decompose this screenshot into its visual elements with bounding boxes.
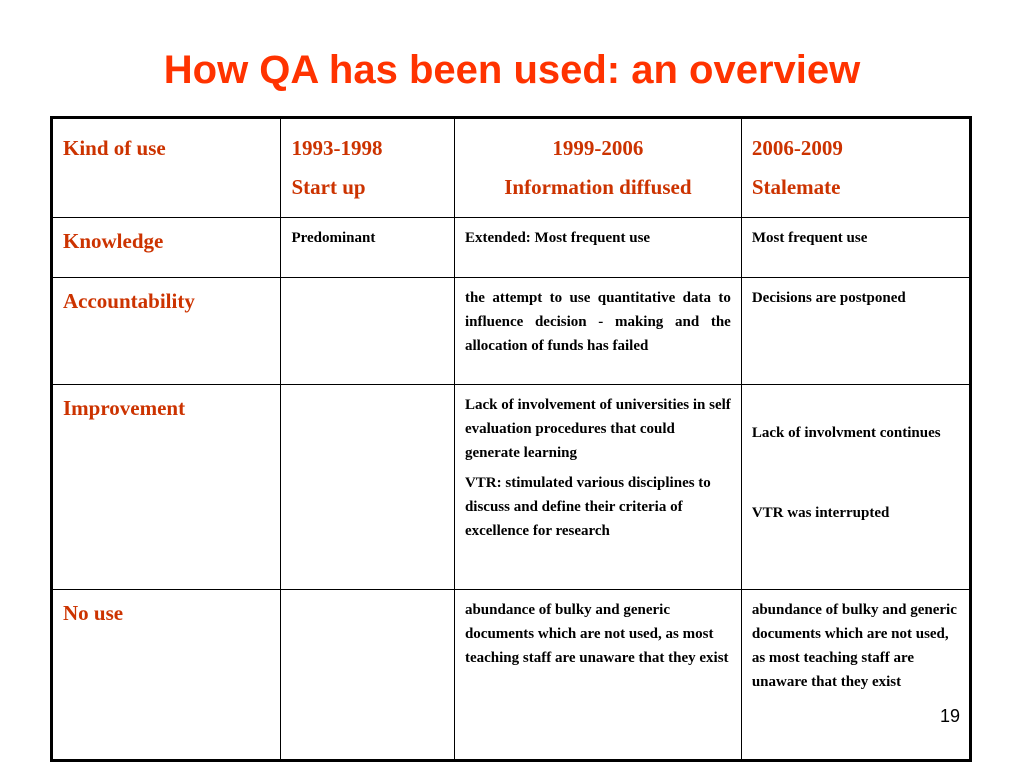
period-3-years: 2006-2009: [751, 136, 843, 160]
cell-improvement-p2: [454, 385, 741, 590]
cell-no-use-p1: [281, 590, 455, 761]
improvement-p3-note-1: Lack of involvment continues: [751, 425, 941, 441]
period-2-name: Information diffused: [504, 174, 692, 199]
table-row-no-use: [52, 590, 971, 761]
header-period-1: [281, 118, 455, 218]
improvement-p2-note-1: Lack of involvement of universities in self evaluation procedures that could generate learning: [464, 397, 731, 461]
table-header-row: [52, 118, 971, 218]
cell-no-use-p3: abundance of bulky and generic documents which are not used, as most teaching staff are unaware that they exist: [741, 590, 970, 761]
cell-accountability-p2: the attempt to use quantitative data to influence decision - making and the allocation of funds has failed: [454, 278, 741, 385]
row-label-improvement: Improvement: [52, 385, 281, 590]
cell-knowledge-p2: Extended: Most frequent use: [454, 218, 741, 278]
cell-improvement-p3: [741, 385, 970, 590]
cell-accountability-p1: [281, 278, 455, 385]
table-row-improvement: [52, 385, 971, 590]
table-row-accountability: [52, 278, 971, 385]
improvement-p3-note-2: VTR was interrupted: [751, 505, 890, 521]
page-number: 19: [940, 706, 961, 726]
period-2-years: 1999-2006: [552, 136, 644, 160]
header-kind-of-use: [52, 118, 281, 218]
header-period-2: [454, 118, 741, 218]
cell-no-use-p2: abundance of bulky and generic documents which are not used, as most teaching staff are unaware that they exist: [454, 590, 741, 761]
table-row-knowledge: [52, 218, 971, 278]
cell-knowledge-p1: Predominant: [281, 218, 455, 278]
slide-title: How QA has been used: an overview: [163, 48, 861, 92]
cell-improvement-p1: [281, 385, 455, 590]
improvement-p2-note-2: VTR: stimulated various disciplines to discuss and define their criteria of excellence for research: [464, 475, 711, 539]
period-1-years: 1993-1998: [291, 136, 383, 160]
header-period-3: [741, 118, 970, 218]
row-label-knowledge: Knowledge: [52, 218, 281, 278]
row-label-no-use: No use: [52, 590, 281, 761]
row-label-accountability: Accountability: [52, 278, 281, 385]
header-kind-label: Kind of use: [63, 136, 166, 160]
period-3-name: Stalemate: [751, 174, 841, 199]
cell-knowledge-p3: Most frequent use: [741, 218, 970, 278]
cell-accountability-p3: Decisions are postponed: [741, 278, 970, 385]
qa-overview-table: [50, 116, 972, 762]
period-1-name: Start up: [291, 174, 366, 199]
